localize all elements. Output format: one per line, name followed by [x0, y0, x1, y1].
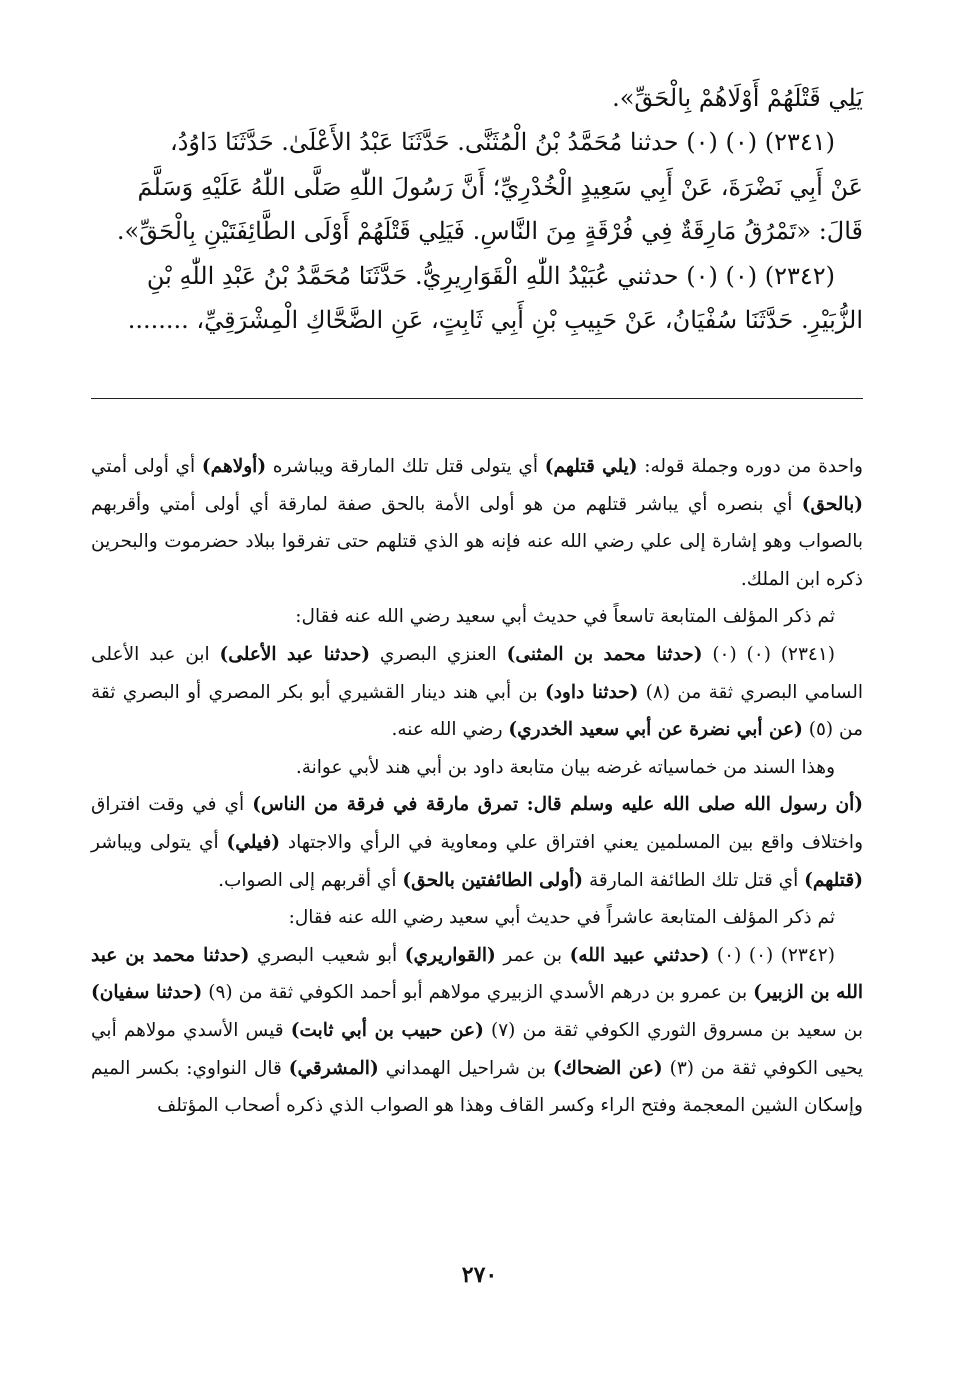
- commentary-paragraph: [91, 749, 863, 787]
- commentary-run: رضي الله عنه.: [391, 719, 509, 741]
- bold-quote: (قتلهم): [804, 869, 863, 891]
- bold-quote: (أن رسول الله صلى الله عليه وسلم قال: تمرق مارقة في فرقة من الناس): [252, 794, 863, 816]
- bold-quote: (حدثني عبيد الله): [569, 944, 710, 966]
- commentary-run: بن عمر: [495, 944, 570, 966]
- bold-quote: (المشرقي): [288, 1057, 379, 1079]
- commentary-run: ابن عبد الأعلى السامي البصري ثقة من (٨): [91, 643, 863, 703]
- commentary-run: قيس الأسدي مولاهم أبي يحيى الكوفي ثقة من (٣): [91, 1019, 863, 1079]
- commentary-run: أي أولى أمتي: [91, 456, 202, 477]
- hadith-line: الزُّبَيْرِ. حَدَّثَنَا سُفْيَانُ، عَنْ حَبِيبِ بْنِ أَبِي ثَابِتٍ، عَنِ الضَّحَّاكِ الْمِشْرَقِيِّ، ........: [127, 306, 863, 335]
- hadith-line: (٢٣٤٢) (٠) (٠) حدثني عُبَيْدُ اللّٰهِ الْقَوَارِيرِيُّ. حَدَّثَنَا مُحَمَّدُ بْنُ عَبْدِ اللّٰهِ بْنِ: [146, 261, 835, 290]
- bold-quote: (عن حبيب بن أبي ثابت): [290, 1019, 484, 1041]
- commentary-text: [91, 448, 863, 1125]
- commentary-run: العنزي البصري: [370, 643, 507, 665]
- bold-quote: (حدثنا محمد بن المثنى): [506, 643, 703, 665]
- commentary-paragraph: [91, 636, 863, 749]
- commentary-run: أي يتولى قتل تلك المارقة ويباشره: [266, 456, 545, 477]
- bold-quote: (عن الضحاك): [552, 1057, 663, 1079]
- bold-quote: (فيلي): [226, 831, 281, 853]
- commentary-run: واحدة من دوره وجملة قوله:: [637, 456, 863, 477]
- commentary-paragraph: [91, 598, 863, 636]
- commentary-paragraph: [91, 448, 863, 598]
- bold-quote: (حدثنا عبد الأعلى): [219, 643, 371, 665]
- commentary-run: (٢٣٤٢) (٠) (٠): [709, 944, 835, 966]
- hadith-line: (٢٣٤١) (٠) (٠) حدثنا مُحَمَّدُ بْنُ الْمُثَنَّى. حَدَّثَنَا عَبْدُ الأَعْلَىٰ. حَدَّثَنَا دَاوُدُ،: [170, 128, 835, 157]
- commentary-paragraph: [91, 899, 863, 937]
- bold-quote: (حدثنا داود): [544, 681, 639, 703]
- bold-quote: (أولاهم): [201, 456, 267, 477]
- bold-quote: (عن أبي نضرة عن أبي سعيد الخدري): [508, 719, 803, 741]
- commentary-run: بن شراحيل الهمداني: [378, 1057, 553, 1079]
- commentary-run: بن عمرو بن درهم الأسدي الزبيري مولاهم أبو أحمد الكوفي ثقة من (٩): [202, 982, 754, 1004]
- commentary-run: ثم ذكر المؤلف المتابعة تاسعاً في حديث أبي سعيد رضي الله عنه فقال:: [295, 606, 835, 628]
- bold-quote: (القواريري): [404, 944, 496, 966]
- commentary-run: أي في وقت افتراق واختلاف واقع بين المسلمين يعني افتراق علي ومعاوية في الرأي والاجتهاد: [91, 794, 864, 853]
- commentary-run: (٢٣٤١) (٠) (٠): [702, 643, 835, 665]
- bold-quote: (يلي قتلهم): [544, 456, 638, 477]
- commentary-run: أي قتل تلك الطائفة المارقة: [583, 869, 805, 891]
- commentary-run: بن سعيد بن مسروق الثوري الكوفي ثقة من (٧): [483, 1019, 863, 1041]
- commentary-run: أي يتولى ويباشر: [91, 831, 227, 853]
- commentary-run: أي بنصره أي يباشر قتلهم من هو أولى الأمة بالحق صفة لمارقة أي أولى أمتي وأقربهم بالصواب وهو إشارة إلى علي رضي الله عنه فإنه هو الذي قتلهم حتى تفرقوا ببلاد حضرموت والبحرين ذكره ابن الملك.: [91, 493, 863, 590]
- hadith-text: [91, 76, 863, 342]
- bold-quote: (بالحق): [801, 493, 863, 515]
- commentary-run: قال النواوي: بكسر الميم وإسكان الشين المعجمة وفتح الراء وكسر القاف وهذا هو الصواب الذي ذكره أصحاب المؤتلف: [91, 1057, 863, 1117]
- bold-quote: (حدثنا سفيان): [91, 982, 203, 1004]
- commentary-run: وهذا السند من خماسياته غرضه بيان متابعة داود بن أبي هند لأبي عوانة.: [295, 756, 835, 778]
- commentary-run: أبو شعيب البصري: [249, 944, 405, 966]
- page-number: ٢٧٠: [461, 1262, 498, 1288]
- commentary-run: أي أقربهم إلى الصواب.: [218, 869, 403, 891]
- hadith-line: قَالَ: «تَمْرُقُ مَارِقَةٌ فِي فُرْقَةٍ مِنَ النَّاسِ. فَيَلِي قَتْلَهُمْ أَوْلَى الطَّائِفَتَيْنِ بِالْحَقِّ».: [116, 217, 863, 246]
- commentary-run: بن أبي هند دينار القشيري أبو بكر المصري أو البصري ثقة من (٥): [91, 681, 863, 741]
- hadith-line: يَلِي قَتْلَهُمْ أَوْلَاهُمْ بِالْحَقِّ».: [612, 84, 863, 112]
- commentary-paragraph: [91, 937, 863, 1125]
- footnote-divider: [91, 398, 863, 399]
- bold-quote: (حدثنا محمد بن عبد الله بن الزبير): [91, 944, 863, 1004]
- hadith-line: عَنْ أَبِي نَضْرَةَ، عَنْ أَبِي سَعِيدٍ الْخُدْرِيِّ؛ أَنَّ رَسُولَ اللّٰهِ صَلَّى اللّٰهُ عَلَيْهِ وَسَلَّمَ: [137, 172, 863, 201]
- bold-quote: (أولى الطائفتين بالحق): [402, 869, 584, 891]
- commentary-run: ثم ذكر المؤلف المتابعة عاشراً في حديث أبي سعيد رضي الله عنه فقال:: [288, 907, 835, 929]
- commentary-paragraph: [91, 786, 863, 899]
